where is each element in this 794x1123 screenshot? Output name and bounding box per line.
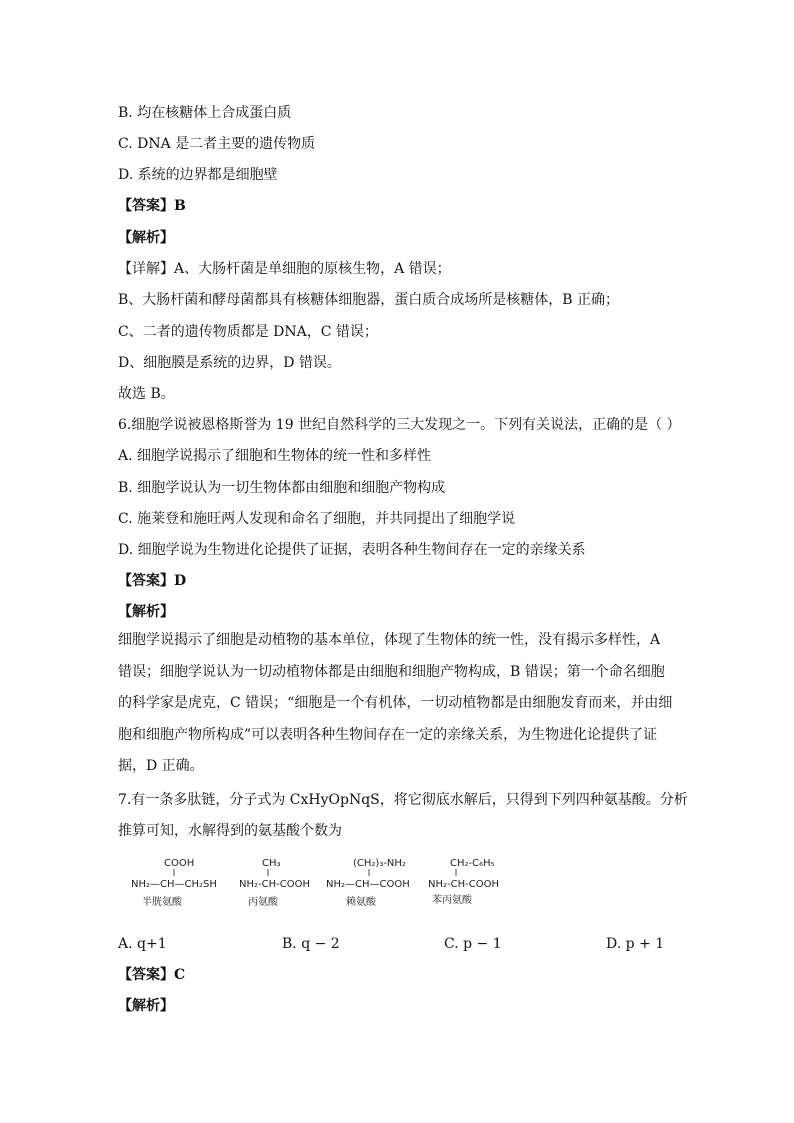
cysteine-name: 半胱氨酸 — [142, 897, 182, 908]
q6-option-c: C. 施莱登和施旺两人发现和命名了细胞，并共同提出了细胞学说 — [118, 511, 516, 527]
q5-analysis-title: 【解析】 — [118, 230, 174, 246]
lysine-structure — [326, 858, 410, 908]
q5-detail-4: D、细胞膜是系统的边界，D 错误。 — [118, 355, 341, 371]
alanine-side-group: CH₃ — [262, 858, 281, 869]
q7-option-c: C. p − 1 — [444, 936, 502, 952]
q5-option-d: D. 系统的边界都是细胞壁 — [118, 167, 278, 183]
cysteine-side-group: COOH — [164, 858, 195, 869]
q6-option-d: D. 细胞学说为生物进化论提供了证据，表明各种生物间存在一定的亲缘关系 — [118, 542, 586, 558]
q5-answer: 【答案】B — [118, 198, 186, 214]
cysteine-structure — [131, 858, 217, 908]
cysteine-main-chain: NH₂—CH—CH₂SH — [131, 879, 217, 890]
phenylalanine-name: 苯丙氨酸 — [432, 895, 472, 906]
q6-analysis-title: 【解析】 — [118, 604, 174, 620]
q6-option-b: B. 细胞学说认为一切生物体都由细胞和细胞产物构成 — [118, 480, 446, 496]
q7-option-b: B. q − 2 — [282, 936, 340, 952]
q6-answer: 【答案】D — [118, 573, 187, 589]
q7-question-line2: 推算可知，水解得到的氨基酸个数为 — [118, 823, 342, 839]
amino-acid-structures-figure — [128, 853, 518, 913]
alanine-name: 丙氨酸 — [248, 897, 278, 908]
q5-detail-2: B、大肠杆菌和酵母菌都具有核糖体细胞器，蛋白质合成场所是核糖体，B 正确； — [118, 292, 620, 308]
lysine-name: 赖氨酸 — [346, 897, 376, 908]
q7-question-line1: 7.有一条多肽链，分子式为 CxHyOpNqS，将它彻底水解后，只得到下列四种氨基酸。分析 — [118, 792, 688, 808]
q7-answer: 【答案】C — [118, 967, 186, 983]
alanine-structure — [239, 858, 310, 908]
q5-detail-3: C、二者的遗传物质都是 DNA，C 错误； — [118, 324, 378, 340]
q6-analysis: 细胞学说揭示了细胞是动植物的基本单位，体现了生物体的统一性，没有揭示多样性，A 错误；细胞学说认为一切动植物体都是由细胞和细胞产物构成，B 错误；第一个命名细胞的科学家是虎克，C 错误；“细胞是一个有机体，一切动植物都是由细胞发育而来，并由细胞和细胞产物所构成”可以表明各种生物间存在一定的亲缘关系，为生物进化论提供了证据，D 正确。 — [118, 632, 673, 774]
q6-question: 6.细胞学说被恩格斯誉为 19 世纪自然科学的三大发现之一。下列有关说法，正确的是（ ） — [118, 417, 681, 433]
q7-option-a: A. q+1 — [118, 936, 167, 952]
phenylalanine-side-group: CH₂-C₆H₅ — [450, 858, 495, 869]
lysine-main-chain: NH₂—CH—COOH — [326, 879, 410, 890]
alanine-main-chain: NH₂-CH-COOH — [239, 879, 310, 890]
q5-option-c: C. DNA 是二者主要的遗传物质 — [118, 136, 316, 152]
q6-option-a: A. 细胞学说揭示了细胞和生物体的统一性和多样性 — [118, 448, 432, 464]
q5-detail-1: 【详解】A、大肠杆菌是单细胞的原核生物，A 错误； — [118, 261, 451, 277]
q5-conclusion: 故选 B。 — [118, 386, 175, 402]
q7-analysis-title: 【解析】 — [118, 998, 174, 1014]
phenylalanine-main-chain: NH₂-CH-COOH — [428, 879, 499, 890]
q7-option-d: D. p + 1 — [606, 936, 665, 952]
q5-option-b: B. 均在核糖体上合成蛋白质 — [118, 105, 292, 121]
lysine-side-group: (CH₂)₃-NH₂ — [353, 858, 406, 869]
phenylalanine-structure — [428, 858, 499, 906]
